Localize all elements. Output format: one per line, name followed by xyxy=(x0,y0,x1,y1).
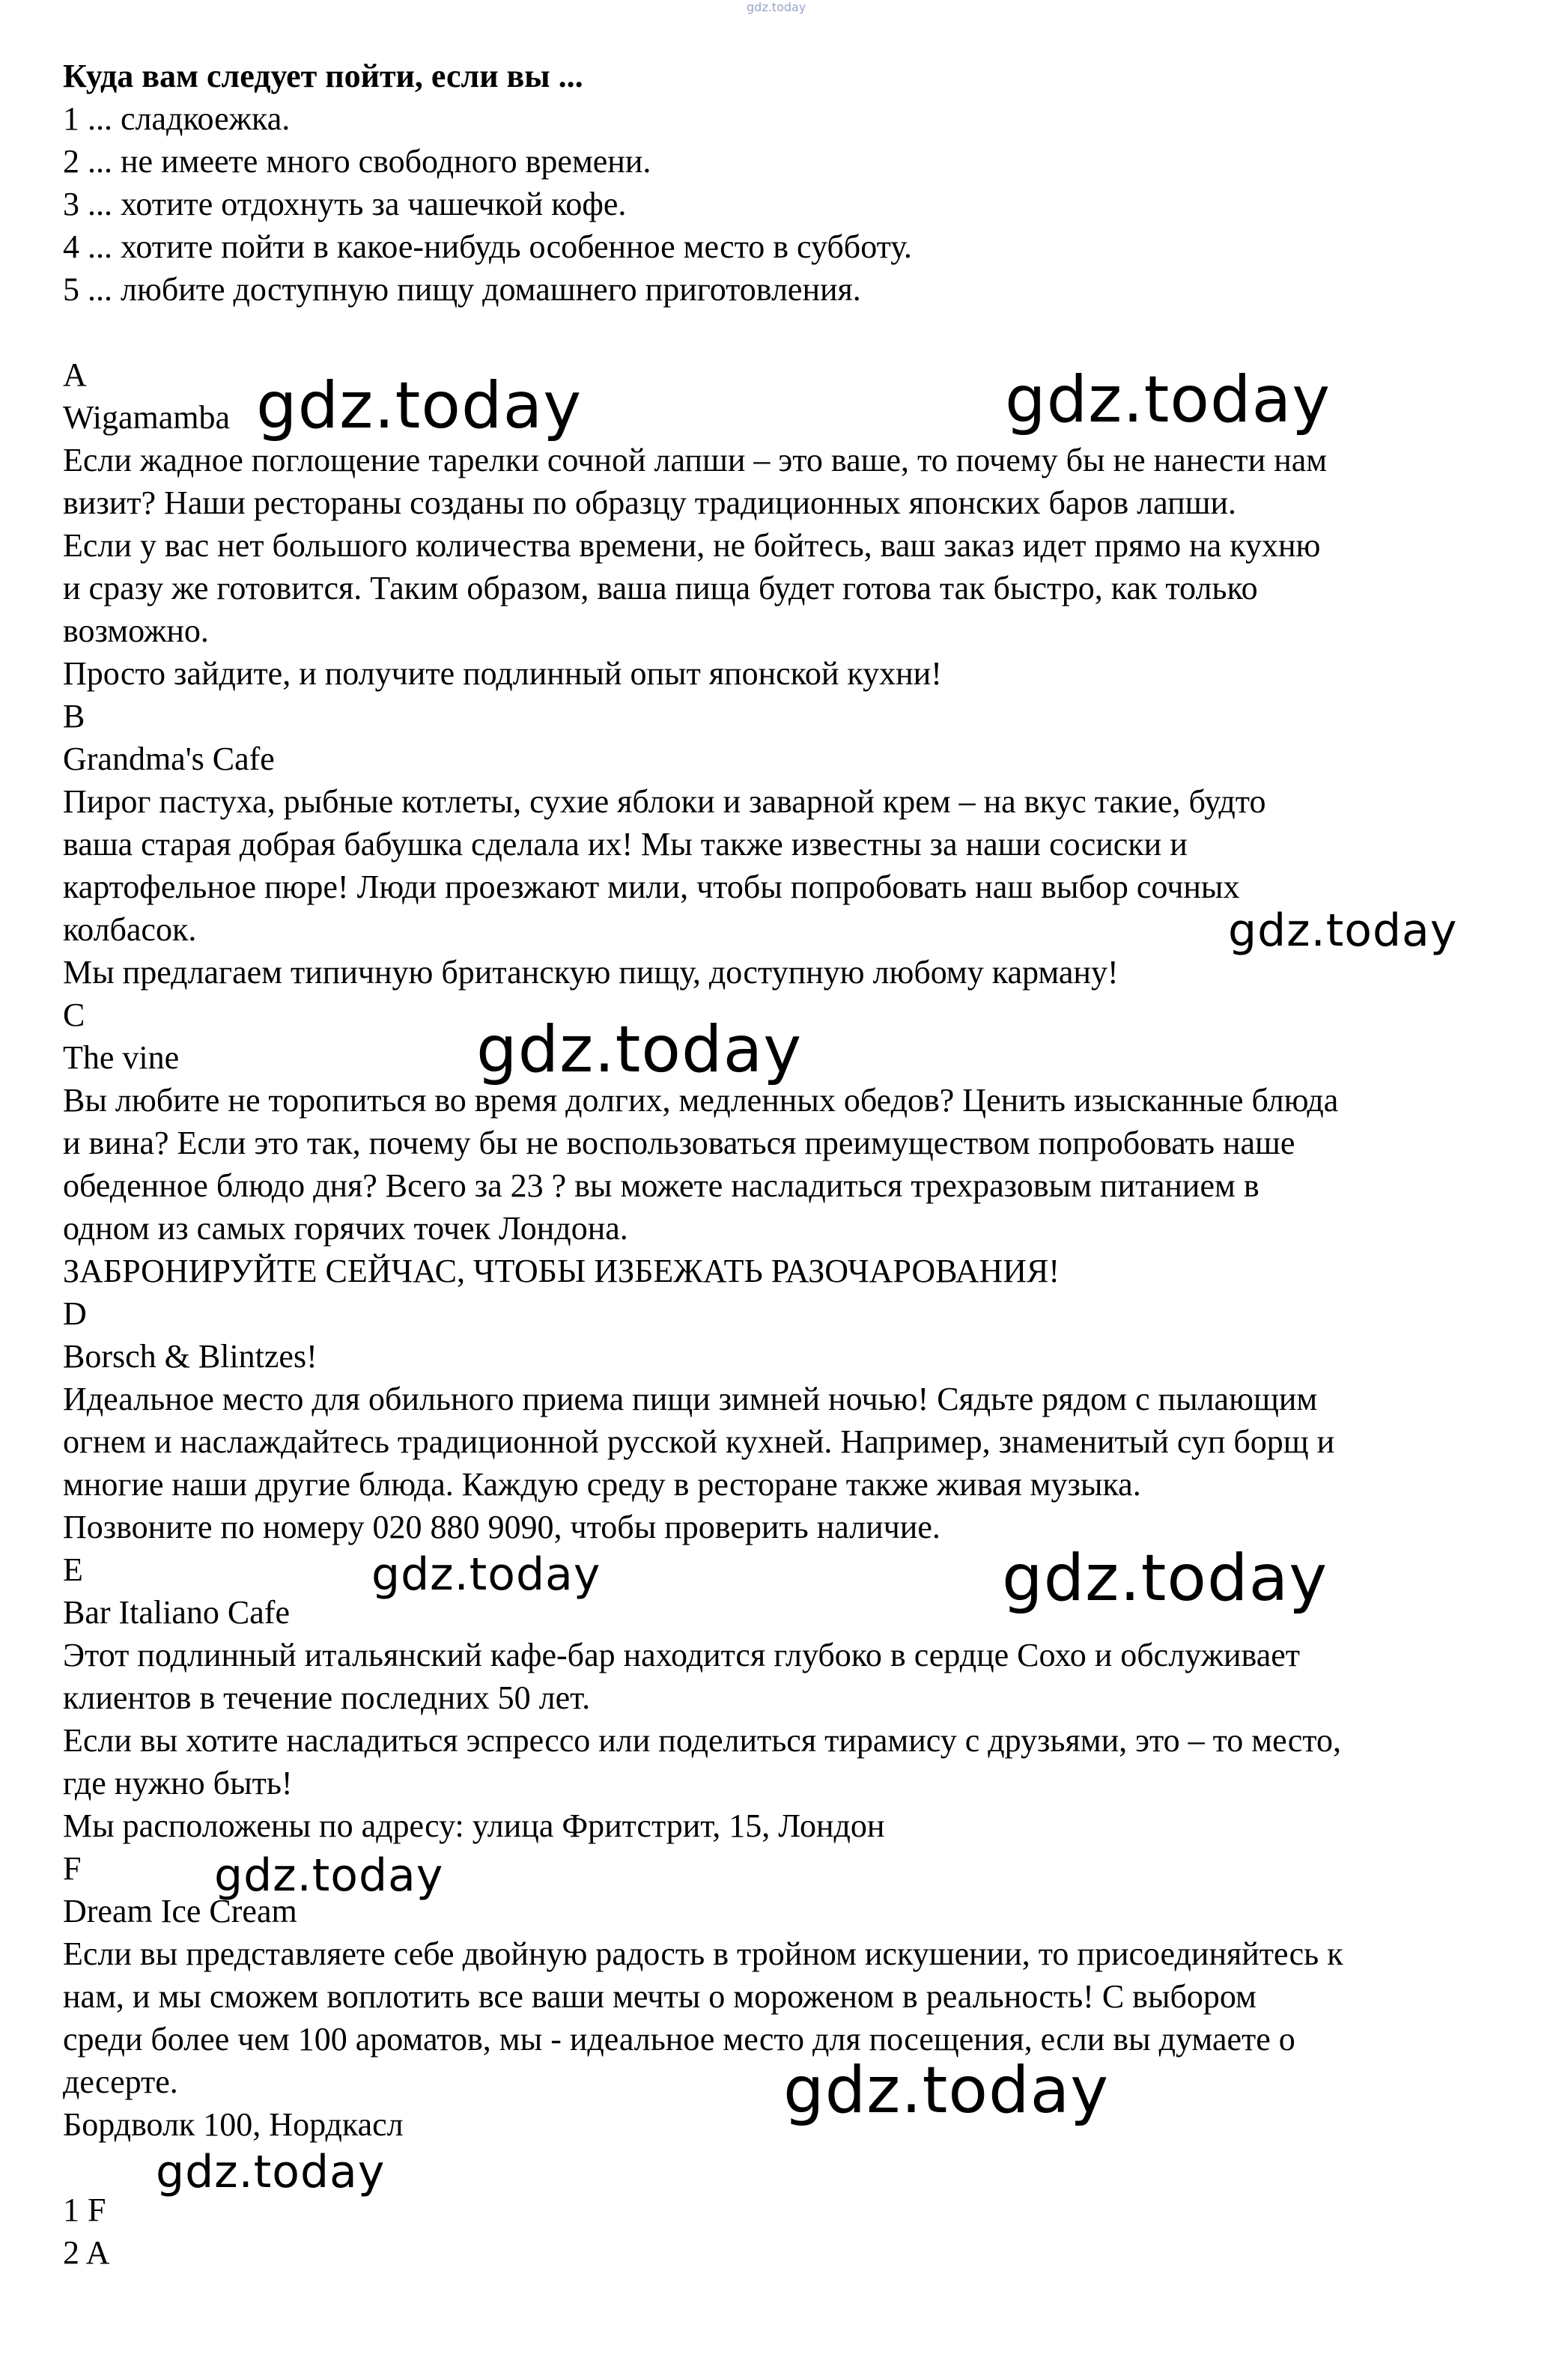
section-text: и сразу же готовится. Таким образом, ваша пища будет готова так быстро, как только xyxy=(63,570,1258,606)
section-name: Borsch & Blintzes! xyxy=(63,1338,317,1375)
section-text: одном из самых горячих точек Лондона. xyxy=(63,1210,628,1247)
section-text: Если вы хотите насладиться эспрессо или поделиться тирамису с друзьями, это – то место, xyxy=(63,1722,1341,1759)
section-letter: E xyxy=(63,1551,83,1588)
section-name: Wigamamba xyxy=(63,399,231,436)
section-text: обеденное блюдо дня? Всего за 23 ? вы можете насладиться трехразовым питанием в xyxy=(63,1167,1259,1204)
watermark: gdz.today xyxy=(256,368,583,443)
section-name: Grandma's Cafe xyxy=(63,740,275,777)
section-name: Dream Ice Cream xyxy=(63,1893,297,1929)
question-title: Куда вам следует пойти, если вы ... xyxy=(63,58,583,94)
section-text: картофельное пюре! Люди проезжают мили, чтобы попробовать наш выбор сочных xyxy=(63,869,1240,905)
section-name: Bar Italiano Cafe xyxy=(63,1594,290,1631)
section-text: Если вы представляете себе двойную радость в тройном искушении, то присоединяйтесь к xyxy=(63,1935,1343,1972)
section-letter: B xyxy=(63,698,85,735)
question-item: 4 ... хотите пойти в какое-нибудь особенное место в субботу. xyxy=(63,228,912,265)
section-text: Бордволк 100, Нордкасл xyxy=(63,2106,404,2143)
section-text: Если у вас нет большого количества времени, не бойтесь, ваш заказ идет прямо на кухню xyxy=(63,527,1321,564)
header-watermark: gdz.today xyxy=(747,0,806,14)
answer-line: 1 F xyxy=(63,2192,106,2228)
watermark: gdz.today xyxy=(1005,362,1331,437)
section-text: ваша старая добрая бабушка сделала их! Мы также известны за наши сосиски и xyxy=(63,826,1188,863)
section-text: Просто зайдите, и получите подлинный опыт японской кухни! xyxy=(63,655,942,692)
question-item: 5 ... любите доступную пищу домашнего приготовления. xyxy=(63,271,861,308)
section-text: клиентов в течение последних 50 лет. xyxy=(63,1679,591,1716)
watermark: gdz.today xyxy=(783,2053,1110,2128)
section-text: Идеальное место для обильного приема пищи зимней ночью! Сядьте рядом с пылающим xyxy=(63,1381,1318,1417)
watermark: gdz.today xyxy=(1002,1541,1328,1616)
section-text: Пирог пастуха, рыбные котлеты, сухие яблоки и заварной крем – на вкус такие, будто xyxy=(63,783,1266,820)
question-item: 1 ... сладкоежка. xyxy=(63,100,291,137)
section-text: многие наши другие блюда. Каждую среду в ресторане также живая музыка. xyxy=(63,1466,1141,1503)
section-text: и вина? Если это так, почему бы не воспользоваться преимуществом попробовать наше xyxy=(63,1125,1295,1161)
watermark: gdz.today xyxy=(156,2146,386,2198)
section-text: Если жадное поглощение тарелки сочной лапши – это ваше, то почему бы не нанести нам xyxy=(63,442,1328,478)
section-text: десерте. xyxy=(63,2064,178,2100)
watermark: gdz.today xyxy=(476,1012,803,1087)
question-item: 2 ... не имеете много свободного времени. xyxy=(63,143,651,180)
section-text: визит? Наши рестораны созданы по образцу традиционных японских баров лапши. xyxy=(63,484,1237,521)
section-text: Вы любите не торопиться во время долгих, медленных обедов? Ценить изысканные блюда xyxy=(63,1082,1339,1119)
watermark: gdz.today xyxy=(214,1849,444,1902)
section-name: The vine xyxy=(63,1039,180,1076)
section-letter: D xyxy=(63,1295,87,1332)
section-text: огнем и наслаждайтесь традиционной русской кухней. Например, знаменитый суп борщ и xyxy=(63,1423,1335,1460)
section-letter: C xyxy=(63,997,85,1033)
section-letter: F xyxy=(63,1850,82,1887)
answer-line: 2 A xyxy=(63,2234,110,2271)
section-text: Этот подлинный итальянский кафе-бар находится глубоко в сердце Сохо и обслуживает xyxy=(63,1637,1301,1673)
section-text: возможно. xyxy=(63,612,209,649)
section-letter: A xyxy=(63,356,87,393)
section-text: Мы предлагаем типичную британскую пищу, доступную любому карману! xyxy=(63,954,1119,991)
section-text: ЗАБРОНИРУЙТЕ СЕЙЧАС, ЧТОБЫ ИЗБЕЖАТЬ РАЗОЧАРОВАНИЯ! xyxy=(63,1253,1060,1289)
watermark: gdz.today xyxy=(371,1548,601,1601)
question-item: 3 ... хотите отдохнуть за чашечкой кофе. xyxy=(63,186,627,222)
section-text: Позвоните по номеру 020 880 9090, чтобы проверить наличие. xyxy=(63,1509,941,1545)
section-text: нам, и мы сможем воплотить все ваши мечты о мороженом в реальность! С выбором xyxy=(63,1978,1256,2015)
section-text: где нужно быть! xyxy=(63,1765,293,1801)
section-text: колбасок. xyxy=(63,911,197,948)
section-text: Мы расположены по адресу: улица Фритстрит, 15, Лондон xyxy=(63,1807,885,1844)
section-text: среди более чем 100 ароматов, мы - идеальное место для посещения, если вы думаете о xyxy=(63,2021,1295,2058)
watermark: gdz.today xyxy=(1228,904,1458,957)
